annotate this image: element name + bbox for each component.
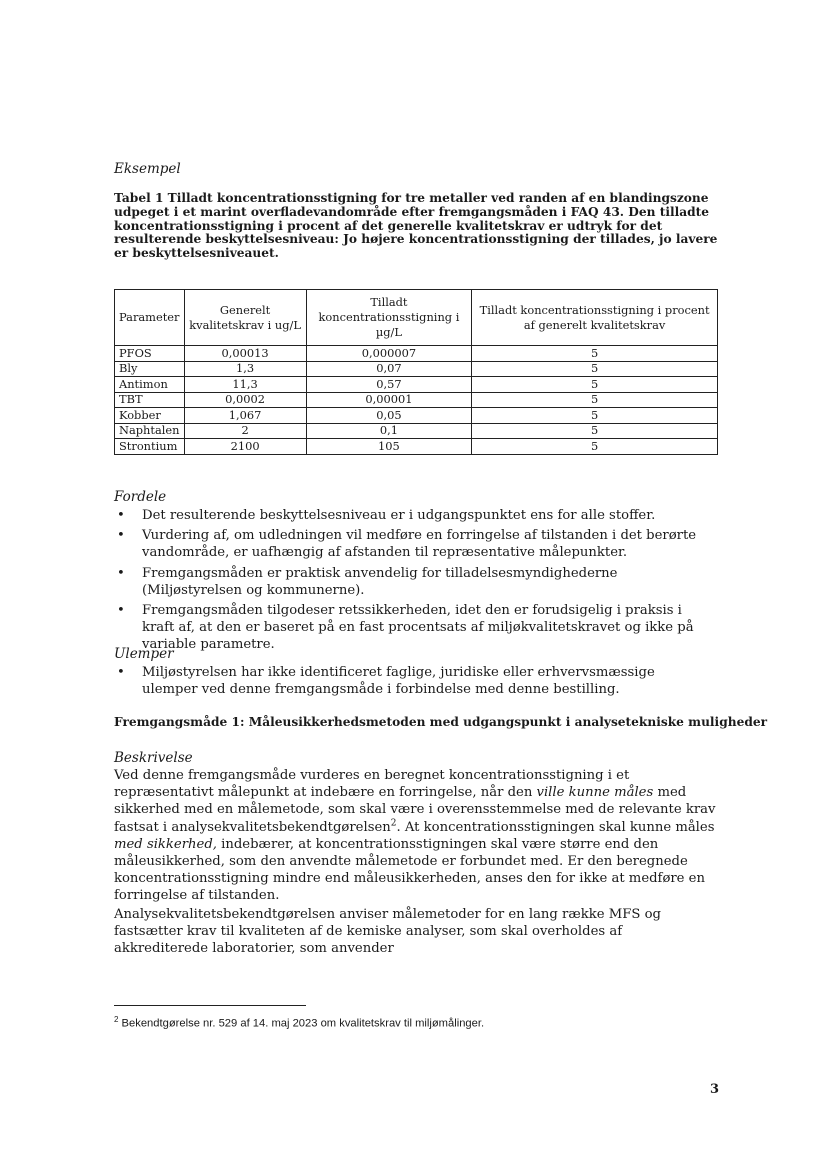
cell-allowed-increase: 0,07 [306, 361, 472, 377]
cell-parameter: TBT [115, 392, 185, 408]
cell-parameter: Naphtalen [115, 423, 185, 439]
cell-allowed-increase: 0,00001 [306, 392, 472, 408]
cell-parameter: Bly [115, 361, 185, 377]
cell-quality-requirement: 1,067 [184, 408, 306, 424]
cell-parameter: PFOS [115, 346, 185, 362]
concentration-table [114, 289, 718, 455]
cell-allowed-increase: 0,57 [306, 377, 472, 393]
cell-percent: 5 [472, 392, 718, 408]
footnote-reference[interactable]: 2 [390, 818, 397, 829]
table-row [115, 377, 718, 393]
header-general-quality-requirement: Generelt kvalitetskrav i ug/L [184, 290, 306, 346]
section-heading: Fremgangsmåde 1: Måleusikkerhedsmetoden med udgangspunkt i analysetekniske muligheder [114, 715, 768, 729]
table-row [115, 361, 718, 377]
bullet-icon: • [117, 565, 125, 581]
page-number: 3 [710, 1082, 720, 1097]
cell-parameter: Kobber [115, 408, 185, 424]
cell-quality-requirement: 0,00013 [184, 346, 306, 362]
list-item: • Vurdering af, om udledningen vil medføre en forringelse af tilstanden i det berørte vandområde, er uafhængig af afstanden til repræsentative målepunkter. [117, 528, 697, 561]
footnote-mark: 2 [114, 1015, 119, 1024]
cell-parameter: Strontium [115, 439, 185, 455]
emphasis-text: ville kunne måles [536, 785, 654, 801]
cell-allowed-increase: 105 [306, 439, 472, 455]
list-item: • Miljøstyrelsen har ikke identificeret faglige, juridiske eller erhvervsmæssige ulemper ved denne fremgangsmåde i forbindelse med denne bestilling. [117, 665, 655, 698]
cell-quality-requirement: 2100 [184, 439, 306, 455]
table-row [115, 408, 718, 424]
footnote-divider [114, 1005, 306, 1006]
cell-allowed-increase: 0,05 [306, 408, 472, 424]
bullet-icon: • [117, 528, 125, 544]
cell-allowed-increase: 0,000007 [306, 346, 472, 362]
example-label: Eksempel [114, 161, 181, 177]
header-parameter: Parameter [115, 290, 185, 346]
bullet-icon: • [117, 665, 125, 680]
bullet-icon: • [117, 508, 125, 523]
cell-percent: 5 [472, 377, 718, 393]
header-allowed-increase: Tilladt koncentrationsstigning i µg/L [306, 290, 472, 346]
table-row [115, 392, 718, 408]
description-label: Beskrivelse [114, 750, 193, 766]
advantages-list [114, 507, 714, 657]
cell-percent: 5 [472, 408, 718, 424]
cell-quality-requirement: 0,0002 [184, 392, 306, 408]
table-caption: Tabel 1 Tilladt koncentrationsstigning for tre metaller ved randen af en blandingszone udpeget i et marint overfladevandområde efter fremgangsmåden i FAQ 43. Den tilladte koncentrationsstigning i procent af det generelle kvalitetskrav er udtryk for det resulterende beskyttelsesniveau: Jo højere koncentrationsstigning der tillades, jo lavere er beskyttelsesniveauet. [114, 191, 718, 261]
footnote: $^2$ Bekendtgørelse nr. 529 af 14. maj 2023 om kvalitetskrav til miljømålinger. [114, 1015, 485, 1030]
table-row [115, 439, 718, 455]
cell-percent: 5 [472, 361, 718, 377]
list-item: • Fremgangsmåden tilgodeser retssikkerheden, idet den er forudsigelig i praksis i kraft af, at den er baseret på en fast procentsats af miljøkvalitetskravet og ikke på variable parametre. [117, 603, 694, 653]
list-item: • Det resulterende beskyttelsesniveau er i udgangspunktet ens for alle stoffer. [117, 508, 656, 523]
disadvantages-list [114, 664, 714, 701]
bullet-icon: • [117, 603, 125, 619]
body-paragraph: Analysekvalitetsbekendtgørelsen anviser målemetoder for en lang række MFS og fastsætter krav til kvaliteten af de kemiske analyser, som skal overholdes af akkrediterede laboratorier, som anvender [114, 907, 661, 957]
cell-percent: 5 [472, 439, 718, 455]
emphasis-text: med sikkerhed, [114, 836, 217, 852]
cell-parameter: Antimon [115, 377, 185, 393]
header-allowed-increase-percent: Tilladt koncentrationsstigning i procent af generelt kvalitetskrav [472, 290, 718, 346]
cell-quality-requirement: 1,3 [184, 361, 306, 377]
disadvantages-label: Ulemper [114, 646, 174, 662]
advantages-label: Fordele [114, 489, 167, 505]
list-item: • Fremgangsmåden er praktisk anvendelig for tilladelsesmyndighederne (Miljøstyrelsen og kommunerne). [117, 565, 618, 598]
cell-quality-requirement: 11,3 [184, 377, 306, 393]
table-row [115, 346, 718, 362]
table-row [115, 423, 718, 439]
cell-quality-requirement: 2 [184, 423, 306, 439]
cell-percent: 5 [472, 346, 718, 362]
cell-percent: 5 [472, 423, 718, 439]
description-paragraph: Ved denne fremgangsmåde vurderes en beregnet koncentrationsstigning i et repræsentativt målepunkt at indebære en forringelse, når den ville kunne måles med sikkerhed med en målemetode, som skal være i overensstemmelse med de relevante krav fastsat i analysekvalitetsbekendtgørelsen$^2$. At koncentrationsstigningen skal kunne måles med sikkerhed, indebærer, at koncentrationsstigningen skal være større end den måleusikkerhed, som den anvendte målemetode er forbundet med. Er den beregnede koncentrationsstigning mindre end måleusikkerheden, anses den for ikke at medføre en forringelse af tilstanden. [114, 768, 716, 904]
table-header-row [115, 290, 718, 346]
cell-allowed-increase: 0,1 [306, 423, 472, 439]
